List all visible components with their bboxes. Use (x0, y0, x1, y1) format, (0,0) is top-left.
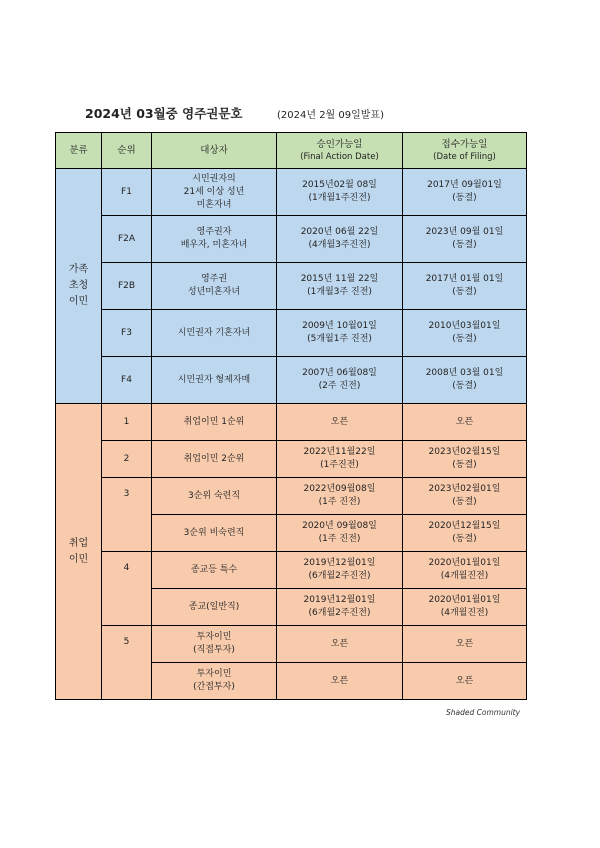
filing-change: (동결) (452, 534, 477, 544)
final-change: (1주 진전) (318, 534, 361, 544)
header-final-action (277, 133, 403, 169)
filing-date: 2020년01월01일 (428, 558, 501, 568)
rank-cell: F3 (102, 310, 152, 357)
table-header-row (56, 133, 527, 169)
visa-bulletin-table (55, 132, 527, 700)
final-date: 2020년 09월08일 (302, 521, 377, 531)
final-change: (1주진전) (320, 460, 359, 470)
final-date: 2022년09월08일 (303, 484, 376, 494)
table-row-f2a (56, 216, 527, 263)
target-cell (152, 357, 277, 404)
final-action-cell (277, 478, 403, 515)
target-cell (152, 478, 277, 515)
final-action-cell (277, 589, 403, 626)
final-date: 2022년11월22일 (303, 447, 376, 457)
final-change: (4개월3주진전) (308, 240, 371, 250)
target-cell (152, 515, 277, 552)
filing-cell (403, 663, 527, 700)
target-line: 3순위 비숙련직 (183, 527, 245, 538)
target-line: 투자이민 (196, 669, 232, 679)
target-line: 종교(일반직) (188, 601, 240, 612)
target-line: 투자이민 (196, 632, 232, 642)
filing-date: 2017년 09월01일 (427, 180, 502, 190)
filing-cell (403, 310, 527, 357)
final-date: 2015년02월 08일 (302, 180, 377, 190)
target-line: 미혼자녀 (196, 199, 232, 210)
filing-change: (동결) (452, 497, 477, 507)
final-action-cell (277, 310, 403, 357)
final-change: (5개월1주 진전) (307, 334, 372, 344)
rank-cell: 4 (102, 552, 152, 626)
final-date: 2007년 06월08일 (302, 368, 377, 378)
rank-cell: 3 (102, 478, 152, 552)
table-row-eb2 (56, 441, 527, 478)
target-line: 종교등 특수 (190, 564, 238, 575)
header-filing (403, 133, 527, 169)
final-date: 오픈 (330, 675, 349, 686)
category-family (56, 169, 102, 404)
target-cell (152, 626, 277, 663)
rank-cell: 5 (102, 626, 152, 700)
final-action-cell (277, 441, 403, 478)
final-action-cell (277, 169, 403, 216)
target-line: 영주권자 (196, 227, 232, 237)
final-date: 2009년 10월01일 (302, 321, 377, 331)
filing-cell (403, 263, 527, 310)
final-change: (1개월3주 진전) (307, 287, 372, 297)
final-action-cell (277, 263, 403, 310)
category-employment-line: 이민 (68, 553, 89, 565)
final-action-cell (277, 357, 403, 404)
target-cell (152, 216, 277, 263)
category-family-line: 초청 (68, 280, 89, 291)
table-row-f2b (56, 263, 527, 310)
final-change: (6개월2주진전) (308, 608, 371, 618)
target-line: 3순위 숙련직 (187, 490, 241, 501)
final-date: 2019년12월01일 (303, 595, 376, 605)
final-change: (1주 진전) (318, 497, 361, 507)
target-line: 시민권자 형제자매 (177, 374, 251, 385)
table-row-eb4-special (56, 552, 527, 589)
header-filing-label: 접수가능일 (441, 138, 488, 150)
header-filing-en: (Date of Filing) (433, 151, 496, 162)
category-family-line: 이민 (68, 296, 89, 307)
target-line: 성년미혼자녀 (187, 287, 241, 297)
filing-date: 2023년02월15일 (428, 447, 501, 457)
rank-cell: F2B (102, 263, 152, 310)
table-row-f1 (56, 169, 527, 216)
rank-cell: 1 (102, 404, 152, 441)
target-line: 21세 이상 성년 (183, 186, 245, 197)
target-line: (직접투자) (193, 645, 235, 655)
final-change: (1개월1주진전) (308, 193, 371, 203)
filing-cell (403, 626, 527, 663)
final-date: 오픈 (330, 638, 349, 649)
filing-date: 2008년 03월 01일 (425, 368, 504, 378)
filing-cell (403, 404, 527, 441)
filing-date: 오픈 (455, 638, 474, 649)
filing-change: (동결) (452, 240, 477, 250)
target-line: 영주권 (200, 274, 228, 284)
target-cell (152, 441, 277, 478)
filing-date: 2017년 01월 01일 (425, 274, 504, 284)
footer-credit: Shaded Community (446, 708, 521, 717)
target-line: 취업이민 1순위 (183, 416, 245, 427)
filing-cell (403, 357, 527, 404)
final-action-cell (277, 663, 403, 700)
final-action-cell (277, 404, 403, 441)
filing-cell (403, 589, 527, 626)
rank-cell: F4 (102, 357, 152, 404)
final-date: 2020년 06월 22일 (300, 227, 379, 237)
final-change: (2주 진전) (318, 381, 361, 391)
announcement-date: (2024년 2월 09일발표) (277, 110, 384, 121)
filing-change: (4개월진전) (440, 571, 489, 581)
filing-change: (동결) (452, 334, 477, 344)
header-final-action-label: 승인가능일 (316, 138, 363, 150)
table-row-f3 (56, 310, 527, 357)
filing-date: 오픈 (455, 675, 474, 686)
filing-cell (403, 515, 527, 552)
target-cell (152, 552, 277, 589)
filing-change: (동결) (452, 193, 477, 203)
final-date: 2019년12월01일 (303, 558, 376, 568)
filing-cell (403, 216, 527, 263)
target-line: 시민권자 기혼자녀 (177, 327, 251, 338)
header-category: 분류 (56, 133, 102, 169)
category-family-line: 가족 (68, 264, 89, 275)
filing-date: 2023년02월01일 (428, 484, 501, 494)
filing-cell (403, 552, 527, 589)
filing-change: (동결) (452, 460, 477, 470)
category-employment-line: 취업 (68, 537, 89, 549)
target-line: 취업이민 2순위 (183, 453, 245, 464)
target-line: (간접투자) (193, 682, 235, 692)
table-row-eb3-skilled (56, 478, 527, 515)
filing-change: (동결) (452, 287, 477, 297)
final-action-cell (277, 216, 403, 263)
header-final-action-en: (Final Action Date) (300, 151, 379, 162)
header-target: 대상자 (152, 133, 277, 169)
filing-date: 2023년 09월 01일 (425, 227, 504, 237)
filing-cell (403, 441, 527, 478)
rank-cell: 2 (102, 441, 152, 478)
target-cell (152, 663, 277, 700)
filing-date: 오픈 (455, 416, 474, 427)
target-cell (152, 404, 277, 441)
final-date: 2015년 11월 22일 (300, 274, 379, 284)
target-line: 배우자, 미혼자녀 (180, 240, 248, 250)
target-cell (152, 589, 277, 626)
filing-date: 2020년12월15일 (428, 521, 501, 531)
header-rank: 순위 (102, 133, 152, 169)
final-change: (6개월2주진전) (308, 571, 371, 581)
category-employment (56, 404, 102, 700)
filing-date: 2020년01월01일 (428, 595, 501, 605)
rank-cell: F2A (102, 216, 152, 263)
target-line: 시민권자의 (192, 173, 236, 184)
final-date: 오픈 (330, 416, 349, 427)
filing-cell (403, 478, 527, 515)
filing-date: 2010년03월01일 (428, 321, 501, 331)
target-cell (152, 310, 277, 357)
filing-change: (동결) (452, 381, 477, 391)
final-action-cell (277, 626, 403, 663)
filing-change: (4개월진전) (440, 608, 489, 618)
table-row-eb1 (56, 404, 527, 441)
filing-cell (403, 169, 527, 216)
table-row-f4 (56, 357, 527, 404)
table-row-eb5-direct (56, 626, 527, 663)
final-action-cell (277, 515, 403, 552)
final-action-cell (277, 552, 403, 589)
page-title: 2024년 03월중 영주권문호 (85, 106, 243, 121)
target-cell (152, 169, 277, 216)
rank-cell: F1 (102, 169, 152, 216)
target-cell (152, 263, 277, 310)
